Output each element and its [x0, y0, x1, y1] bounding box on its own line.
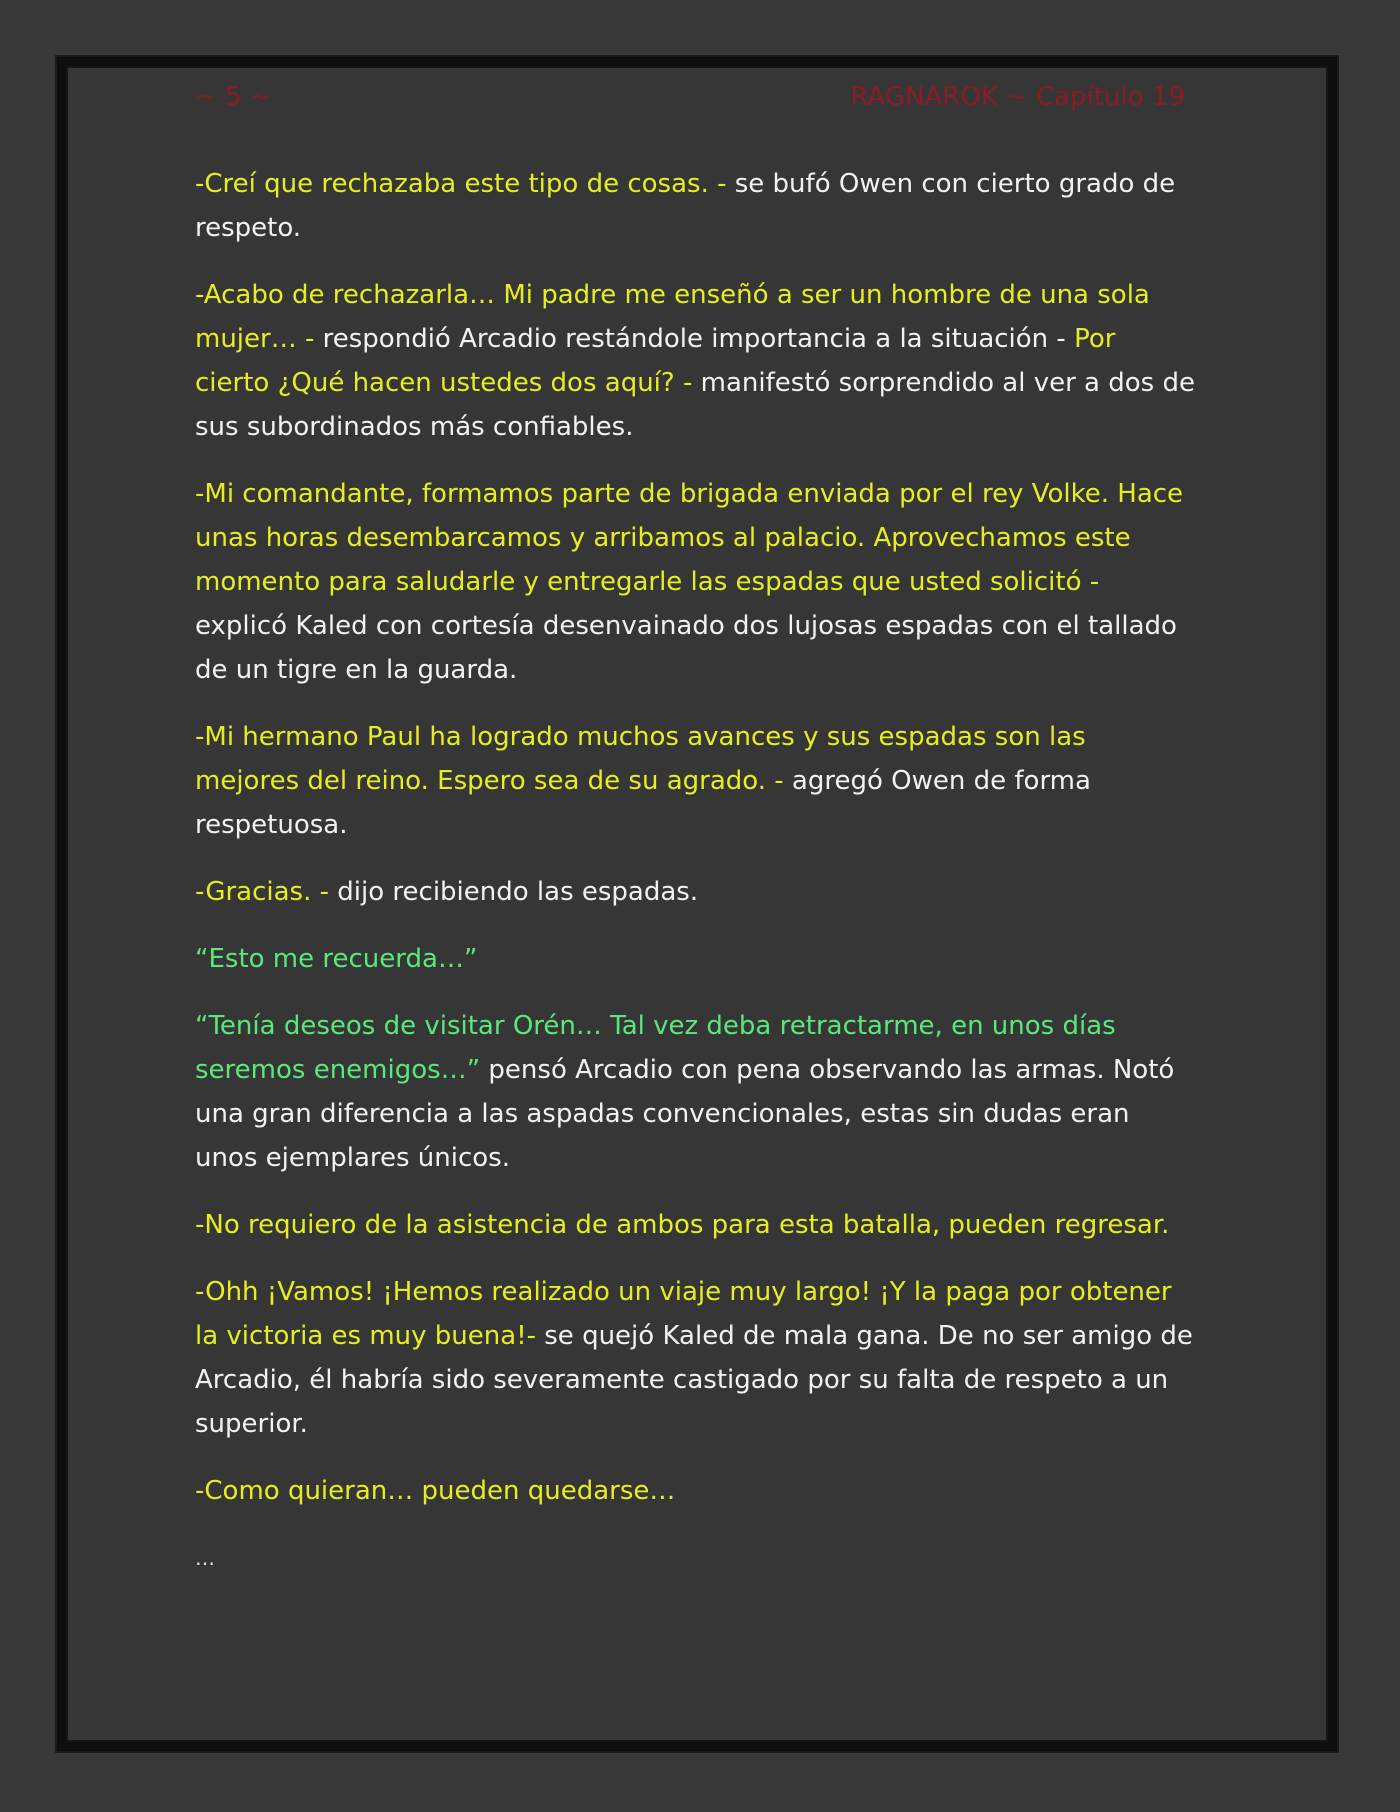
paragraph-7 [195, 1004, 1195, 1180]
dialogue-text: -Acabo de rechazarla… Mi padre me enseñó a ser un hombre de una sola mujer… - [195, 280, 1150, 354]
dialogue-text: -Gracias. - [195, 877, 338, 907]
paragraph-1 [195, 162, 1195, 250]
paragraph-10 [195, 1469, 1195, 1513]
paragraph-4 [195, 715, 1195, 847]
narration-text: se bufó Owen con cierto grado de respeto. [195, 169, 1176, 243]
page-header [195, 82, 1185, 122]
paragraph-5 [195, 870, 1195, 914]
paragraph-3 [195, 472, 1195, 692]
dialogue-text: -Ohh ¡Vamos! ¡Hemos realizado un viaje muy largo! ¡Y la paga por obtener la victoria es muy buena!- [195, 1277, 1172, 1351]
page-number: ~ 5 ~ [195, 82, 272, 112]
chapter-text [195, 162, 1195, 1603]
narration-text: dijo recibiendo las espadas. [337, 877, 699, 907]
running-title: RAGNAROK ~ Capítulo 19 [850, 82, 1185, 112]
paragraph-6 [195, 937, 1195, 981]
dialogue-text: -Creí que rechazaba este tipo de cosas. - [195, 169, 735, 199]
narration-text: pensó Arcadio con pena observando las armas. Notó una gran diferencia a las aspadas convencionales, estas sin dudas eran unos ejemplares únicos. [195, 1055, 1175, 1173]
narration-text: explicó Kaled con cortesía desenvainado dos lujosas espadas con el tallado de un tigre en la guarda. [195, 611, 1177, 685]
narration-text: agregó Owen de forma respetuosa. [195, 766, 1091, 840]
section-end-ellipsis: … [195, 1546, 215, 1570]
dialogue-text: -Como quieran… pueden quedarse… [195, 1476, 676, 1506]
dialogue-text: -Mi comandante, formamos parte de brigada enviada por el rey Volke. Hace unas horas desembarcamos y arribamos al palacio. Aprovechamos este momento para saludarle y entregarle las espadas que usted solicitó - [195, 479, 1184, 597]
dialogue-text: -No requiero de la asistencia de ambos para esta batalla, pueden regresar. [195, 1210, 1170, 1240]
dialogue-text: Por cierto ¿Qué hacen ustedes dos aquí? - [195, 324, 1116, 398]
paragraph-2 [195, 273, 1195, 449]
paragraph-9 [195, 1270, 1195, 1446]
narration-text: se quejó Kaled de mala gana. De no ser amigo de Arcadio, él habría sido severamente castigado por su falta de respeto a un superior. [195, 1321, 1193, 1439]
narration-text: respondió Arcadio restándole importancia a la situación - [322, 324, 1075, 354]
paragraph-8 [195, 1203, 1195, 1247]
dialogue-text: -Mi hermano Paul ha logrado muchos avances y sus espadas son las mejores del reino. Espero sea de su agrado. - [195, 722, 1086, 796]
narration-text: manifestó sorprendido al ver a dos de sus subordinados más confiables. [195, 368, 1195, 442]
thought-text: “Tenía deseos de visitar Orén… Tal vez deba retractarme, en unos días seremos enemigos…” [195, 1011, 1116, 1085]
thought-text: “Esto me recuerda…” [195, 944, 478, 974]
